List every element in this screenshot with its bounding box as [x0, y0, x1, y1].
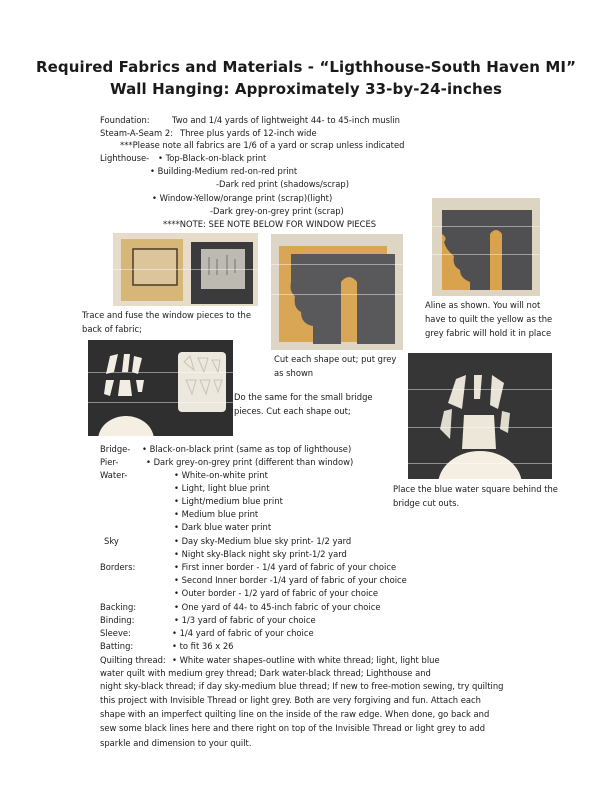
window-note: ****NOTE: SEE NOTE BELOW FOR WINDOW PIECES	[163, 219, 377, 229]
photo-bridge-pieces	[88, 340, 233, 436]
water-item: • Light, light blue print	[174, 483, 270, 493]
water-item: • Dark blue water print	[174, 522, 272, 532]
photo-window-pieces-traced	[113, 233, 258, 306]
photo-window-cut-shape	[271, 234, 403, 350]
binding-label: Binding:	[100, 615, 135, 625]
binding-value: • 1/3 yard of fabric of your choice	[174, 615, 316, 625]
lighthouse-top: • Top-Black-on-black print	[158, 153, 267, 163]
quilting-value: • White water shapes-outline with white thread; light, light blue	[172, 655, 440, 665]
water-item: • White-on-white print	[174, 470, 268, 480]
backing-label: Backing:	[100, 602, 137, 612]
steam-value: Three plus yards of 12-inch wide	[180, 128, 317, 138]
page-title-line-1: Required Fabrics and Materials - “Ligthhouse-South Haven MI”	[35, 58, 577, 76]
sky-item: • Day sky-Medium blue sky print- 1/2 yard	[174, 536, 352, 546]
quilting-text-line: shape with an imperfect quilting line on the inside of the raw edge. When done, go back and	[100, 709, 490, 719]
foundation-value: Two and 1/4 yards of lightweight 44- to 45-inch muslin	[172, 115, 400, 125]
foundation-label: Foundation:	[100, 115, 150, 125]
water-item: • Medium blue print	[174, 509, 259, 519]
caption-bridge-pieces: Do the same for the small bridge pieces. Cut each shape out;	[234, 392, 373, 416]
steam-label: Steam-A-Seam 2:	[100, 128, 174, 138]
lighthouse-label: Lighthouse-	[100, 153, 150, 163]
backing-value: • One yard of 44- to 45-inch fabric of your choice	[174, 602, 381, 612]
window-item: • Window-Yellow/orange print (scrap)(light)	[152, 193, 333, 203]
bridge-label: Bridge-	[100, 444, 131, 454]
borders-item: • First inner border - 1/4 yard of fabric of your choice	[174, 562, 397, 572]
building-dark-item: -Dark red print (shadows/scrap)	[216, 179, 349, 189]
photo-window-aligned	[432, 198, 540, 296]
batting-value: • to fit 36 x 26	[172, 641, 234, 651]
quilting-text-line: this project with Invisible Thread or light grey. Both are very forgiving and fun. Attach each	[100, 695, 481, 705]
quilting-text-line: sew some black lines here and there right on top of the Invisible Thread or light grey to add	[100, 723, 486, 733]
fabric-note: ***Please note all fabrics are 1/6 of a yard or scrap unless indicated	[120, 140, 405, 150]
window-aligned-illustration	[432, 198, 540, 296]
pier-label: Pier-	[100, 457, 119, 467]
batting-label: Batting:	[100, 641, 134, 651]
caption-window-cut-shape: Cut each shape out; put grey as shown	[274, 354, 397, 378]
bridge-cutouts-illustration	[408, 353, 552, 479]
water-item: • Light/medium blue print	[174, 496, 283, 506]
caption-bridge-cutouts: Place the blue water square behind the bridge cut outs.	[393, 484, 558, 508]
quilting-text-line: water quilt with medium grey thread; Dark water-black thread; Lighthouse and	[100, 668, 431, 678]
borders-item: • Outer border - 1/2 yard of fabric of your choice	[174, 588, 379, 598]
borders-item: • Second Inner border -1/4 yard of fabric of your choice	[174, 575, 407, 585]
bridge-pieces-illustration	[88, 340, 233, 436]
window-dark-item: -Dark grey-on-grey print (scrap)	[210, 206, 344, 216]
sleeve-label: Sleeve:	[100, 628, 131, 638]
photo-bridge-cutouts	[408, 353, 552, 479]
water-label: Water-	[100, 470, 128, 480]
bridge-value: • Black-on-black print (same as top of lighthouse)	[142, 444, 352, 454]
caption-window-aligned: Aline as shown. You will not have to quilt the yellow as the grey fabric will hold it in place	[425, 300, 553, 338]
sky-item: • Night sky-Black night sky print-1/2 yard	[174, 549, 347, 559]
quilting-label: Quilting thread:	[100, 655, 166, 665]
quilting-text-line: sparkle and dimension to your quilt.	[100, 738, 252, 748]
pier-value: • Dark grey-on-grey print (different than window)	[146, 457, 354, 467]
building-item: • Building-Medium red-on-red print	[150, 166, 298, 176]
sky-label: Sky	[104, 536, 119, 546]
quilting-text-line: night sky-black thread; if day sky-medium blue thread; If new to free-motion sewing, try quilting	[100, 681, 504, 691]
sleeve-value: • 1/4 yard of fabric of your choice	[172, 628, 314, 638]
borders-label: Borders:	[100, 562, 136, 572]
window-cut-shape-illustration	[271, 234, 403, 350]
page-title-line-2: Wall Hanging: Approximately 33-by-24-inches	[109, 80, 503, 98]
caption-window-pieces-traced: Trace and fuse the window pieces to the back of fabric;	[82, 310, 251, 334]
